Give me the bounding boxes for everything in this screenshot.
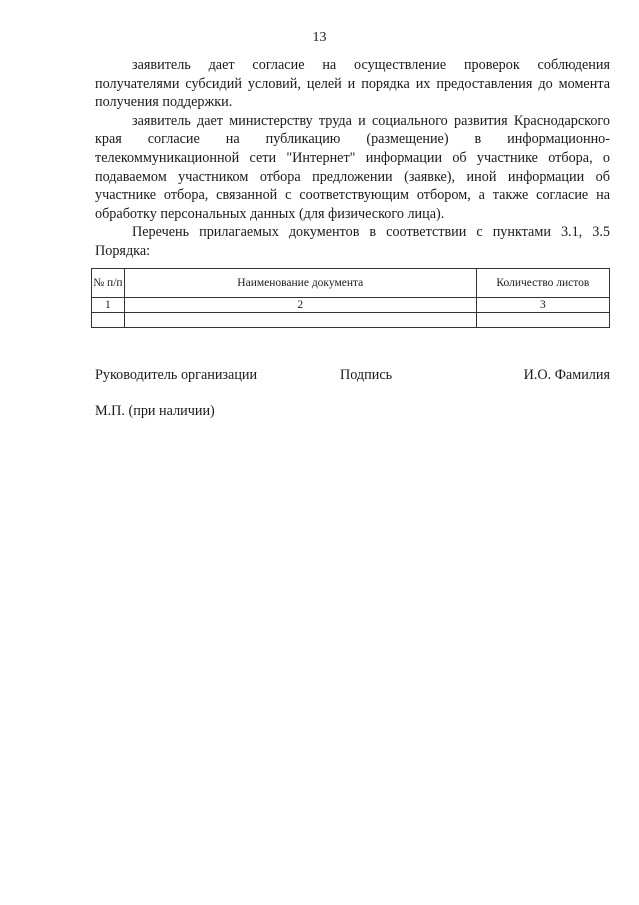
signature-sign: Подпись <box>340 367 393 383</box>
table-row <box>92 298 610 313</box>
cell-count <box>476 313 609 328</box>
cell-count: 3 <box>476 298 609 313</box>
paragraph-attached-documents: Перечень прилагаемых документов в соответствии с пунктами 3.1, 3.5 Порядка: <box>95 224 610 259</box>
cell-num <box>92 313 125 328</box>
header-sheet-count: Количество листов <box>476 269 609 298</box>
table-header-row <box>92 269 610 298</box>
stamp-note: М.П. (при наличии) <box>95 403 215 419</box>
table-row <box>92 313 610 328</box>
cell-name: 2 <box>124 298 476 313</box>
paragraph-consent-checks: заявитель дает согласие на осуществление проверок соблюдения получателями субсидий условий, целей и порядка их предоставления до момента получения поддержки. <box>95 57 610 111</box>
page-number: 13 <box>312 30 327 45</box>
documents-table <box>91 268 610 328</box>
signature-row <box>95 367 610 387</box>
paragraph-consent-publication: заявитель дает министерству труда и социального развития Краснодарского края согласие на публикацию (размещение) в информационно-телекоммуникационной сети "Интернет" информации об участнике отбора, о подаваемом участником отбора предложении (заявке), иной информации об участнике отбора, связанной с соответствующим отбором, а также согласие на обработку персональных данных (для физического лица). <box>95 112 610 222</box>
body-text <box>95 56 610 261</box>
cell-name <box>124 313 476 328</box>
header-document-name: Наименование документа <box>124 269 476 298</box>
header-num: № п/п <box>92 269 125 298</box>
cell-num: 1 <box>92 298 125 313</box>
signature-name: И.О. Фамилия <box>523 367 610 383</box>
signature-position: Руководитель организации <box>95 367 258 383</box>
